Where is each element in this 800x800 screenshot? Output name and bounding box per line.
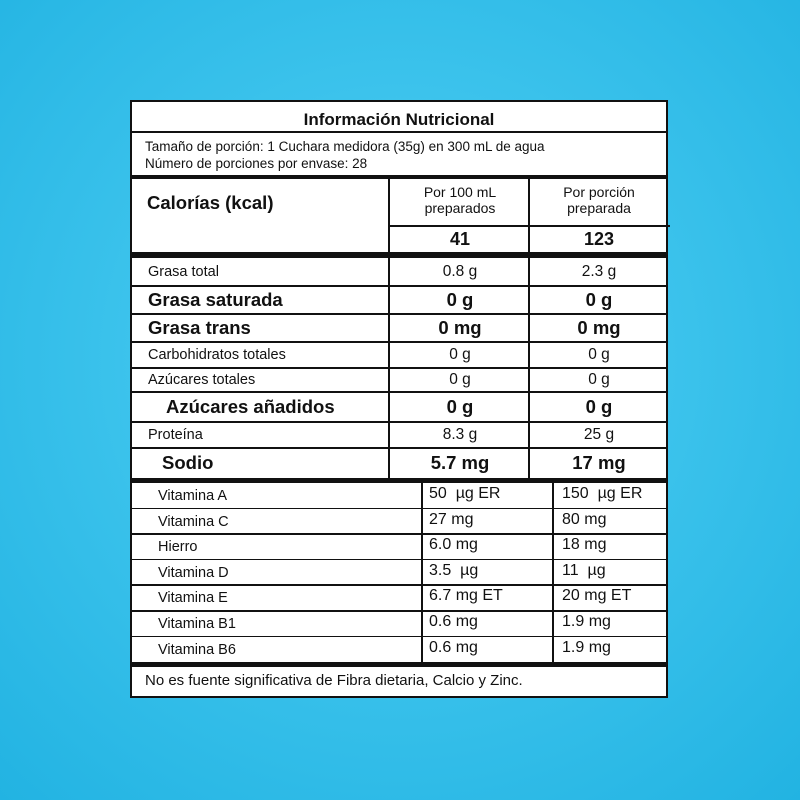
vitamin-name: Vitamina B1 <box>158 616 236 632</box>
divider-thick <box>132 175 666 179</box>
vitamin-value-per-portion: 1.9 mg <box>562 638 611 656</box>
nutrient-name: Sodio <box>162 452 214 473</box>
vitamin-value-per-portion: 80 mg <box>562 510 607 528</box>
nutrient-name: Grasa saturada <box>148 289 283 310</box>
nutrient-value-per-100ml: 0 g <box>446 396 474 417</box>
vitamin-value-per-100ml: 0.6 mg <box>429 613 478 630</box>
vitamin-name: Vitamina B6 <box>158 641 236 658</box>
calories-label: Calorías (kcal) <box>147 192 274 213</box>
vitamin-name: Vitamina A <box>158 488 228 504</box>
vitamin-value-per-portion: 11 µg <box>562 561 606 579</box>
nutrient-value-per-portion: 0 g <box>588 371 610 388</box>
vitamin-value-per-100ml: 27 mg <box>429 510 474 528</box>
column-header-per-portion-line1: Por porción <box>563 184 635 200</box>
nutrient-value-per-portion: 0 g <box>588 346 610 363</box>
nutrient-value-per-portion: 17 mg <box>572 452 626 473</box>
nutrient-name: Carbohidratos totales <box>148 347 286 363</box>
servings-per-container: Número de porciones por envase: 28 <box>145 156 368 171</box>
divider-thick <box>132 662 666 667</box>
vitamin-value-per-portion: 20 mg ET <box>562 587 632 605</box>
vitamin-value-per-portion: 1.9 mg <box>562 613 611 630</box>
nutrient-name: Grasa trans <box>148 317 251 338</box>
serving-size: Tamaño de porción: 1 Cuchara medidora (35g) en 300 mL de agua <box>145 139 545 154</box>
vitamin-name: Hierro <box>158 539 198 556</box>
nutrient-value-per-portion: 0 g <box>585 396 613 417</box>
column-header-per-portion-line2: preparada <box>567 200 631 216</box>
column-header-per-100ml <box>390 184 530 216</box>
vitamin-value-per-100ml: 6.0 mg <box>429 536 478 554</box>
vitamin-name: Vitamina D <box>158 564 229 581</box>
nutrient-value-per-portion: 2.3 g <box>581 263 617 280</box>
column-header-per-100ml-line1: Por 100 mL <box>423 184 497 200</box>
column-header-per-100ml-line2: preparados <box>424 200 496 216</box>
column-header-per-portion <box>530 184 668 216</box>
nutrient-value-per-100ml: 0 g <box>449 346 471 363</box>
vitamin-value-per-100ml: 6.7 mg ET <box>429 587 503 605</box>
vitamin-value-per-100ml: 50 µg ER <box>429 485 501 502</box>
label-title: Información Nutricional <box>303 110 495 129</box>
nutrient-value-per-100ml: 0.8 g <box>442 263 478 280</box>
nutrient-value-per-100ml: 0 g <box>449 371 471 388</box>
nutrient-value-per-portion: 0 g <box>585 289 613 310</box>
divider <box>132 131 666 133</box>
nutrient-name: Azúcares añadidos <box>166 396 335 417</box>
footnote: No es fuente significativa de Fibra dietaria, Calcio y Zinc. <box>145 672 523 689</box>
nutrient-value-per-100ml: 0 g <box>446 289 474 310</box>
nutrient-value-per-portion: 0 mg <box>577 317 621 338</box>
nutrient-value-per-portion: 25 g <box>583 426 615 443</box>
vitamin-name: Vitamina E <box>158 590 228 607</box>
nutrient-value-per-100ml: 8.3 g <box>442 426 478 443</box>
nutrition-facts-label <box>130 100 668 698</box>
nutrient-name: Grasa total <box>148 264 219 280</box>
nutrient-name: Proteína <box>148 427 203 443</box>
vitamin-value-per-portion: 18 mg <box>562 536 607 554</box>
nutrient-name: Azúcares totales <box>148 372 256 388</box>
nutrient-value-per-100ml: 0 mg <box>438 317 482 338</box>
vitamin-value-per-portion: 150 µg ER <box>562 485 643 502</box>
nutrient-value-per-100ml: 5.7 mg <box>430 452 490 473</box>
vitamin-value-per-100ml: 0.6 mg <box>429 638 478 656</box>
calories-per-100ml: 41 <box>449 229 471 249</box>
vitamin-value-per-100ml: 3.5 µg <box>429 561 479 579</box>
vitamin-name: Vitamina C <box>158 513 229 530</box>
calories-per-portion: 123 <box>583 229 615 249</box>
